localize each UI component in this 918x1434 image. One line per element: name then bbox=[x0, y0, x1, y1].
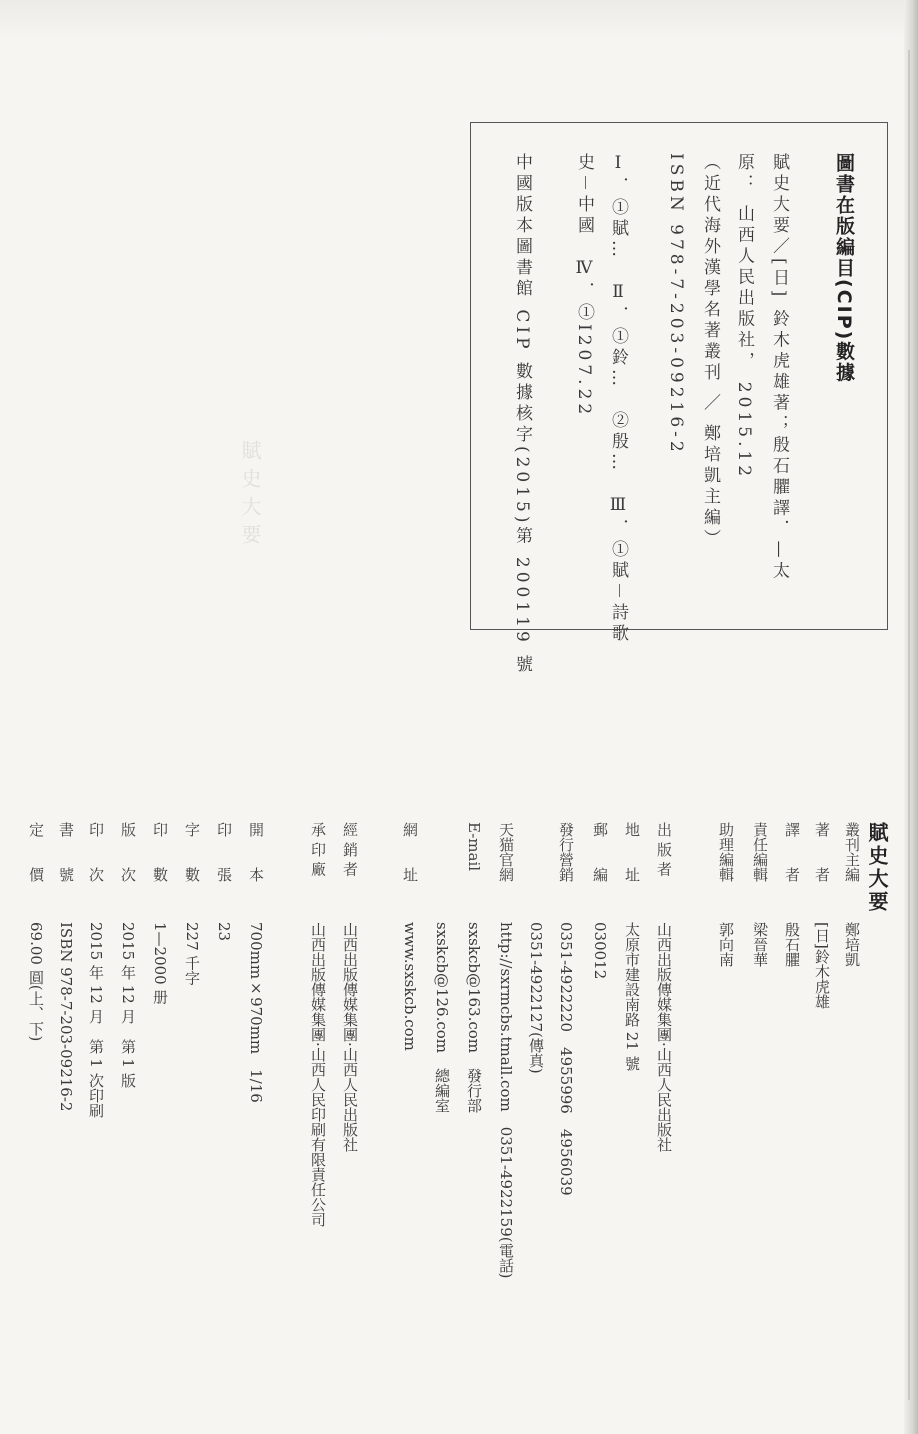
colophon-label: 郵 編 bbox=[591, 822, 609, 882]
colophon-label: 定 價 bbox=[27, 822, 45, 882]
colophon-label: 字 數 bbox=[183, 822, 201, 882]
cip-line-2: 原： 山西人民出版社， 2015.12 bbox=[734, 153, 754, 481]
colophon-value: 030012 bbox=[591, 922, 609, 980]
colophon-value: 23 bbox=[215, 922, 233, 942]
colophon-value: 2015 年 12 月 第 1 次印刷 bbox=[87, 922, 105, 1118]
colophon-value: 山西出版傳媒集團·山西人民出版社 bbox=[341, 922, 359, 1152]
colophon-label: 著 者 bbox=[813, 822, 831, 882]
colophon-value: ISBN 978-7-203-09216-2 bbox=[57, 922, 75, 1112]
colophon-label: 書 號 bbox=[57, 822, 75, 882]
colophon-value: sxskcb@163.com 發行部 bbox=[465, 922, 483, 1114]
cip-classification-2: 史－中國 Ⅳ．①I207.22 bbox=[574, 153, 594, 419]
colophon-label: 出 版 者 bbox=[655, 822, 673, 877]
scan-top-shade bbox=[0, 0, 918, 40]
colophon-label: 叢刊主編 bbox=[843, 822, 861, 882]
cip-isbn: ISBN 978-7-203-09216-2 bbox=[666, 153, 686, 456]
colophon-value: 700mm×970mm 1/16 bbox=[247, 922, 265, 1103]
colophon-label: 譯 者 bbox=[783, 822, 801, 882]
colophon-value: 69.00 圓(上、下) bbox=[27, 922, 45, 1042]
colophon-label: 責任編輯 bbox=[751, 822, 769, 882]
colophon-value: 0351-4922127(傳真) bbox=[527, 922, 545, 1074]
colophon-label: 發行營銷 bbox=[557, 822, 575, 882]
colophon-label: 網 址 bbox=[401, 822, 419, 882]
colophon-value: 郭向南 bbox=[717, 922, 735, 967]
colophon-value: 山西出版傳媒集團·山西人民出版社 bbox=[655, 922, 673, 1152]
colophon-value: [日]鈴木虎雄 bbox=[813, 922, 831, 1009]
colophon-label: 開 本 bbox=[247, 822, 265, 882]
colophon-value: 太原市建設南路 21 號 bbox=[623, 922, 641, 1071]
colophon-value: 227 千字 bbox=[183, 922, 201, 986]
colophon-label: 助理編輯 bbox=[717, 822, 735, 882]
colophon-value: 1—2000 册 bbox=[151, 922, 169, 1005]
colophon-label: 地 址 bbox=[623, 822, 641, 882]
cip-data-box bbox=[470, 122, 888, 677]
colophon-value: 2015 年 12 月 第 1 版 bbox=[119, 922, 137, 1088]
colophon-label: 版 次 bbox=[119, 822, 137, 882]
colophon-value: www.sxskcb.com bbox=[401, 922, 419, 1051]
colophon-label: 印 次 bbox=[87, 822, 105, 882]
cip-title: 圖書在版編目(CIP)數據 bbox=[833, 153, 855, 384]
colophon-value: 0351-4922220 4955996 4956039 bbox=[557, 922, 575, 1196]
colophon-label: 天猫官網 bbox=[497, 822, 515, 882]
colophon-label: 經 銷 者 bbox=[341, 822, 359, 877]
page-edge bbox=[904, 0, 918, 1434]
cip-line-3: （近代海外漢學名著叢刊 ／ 鄭培凱主編） bbox=[700, 153, 720, 550]
colophon-label: 印 數 bbox=[151, 822, 169, 882]
colophon-value: 鄭培凱 bbox=[843, 922, 861, 967]
cip-classification-1: Ⅰ．①賦… Ⅱ．①鈴… ②殷… Ⅲ．①賦－詩歌 bbox=[608, 153, 628, 645]
colophon-value: 殷石臞 bbox=[783, 922, 801, 967]
colophon-value: 山西出版傳媒集團·山西人民印刷有限責任公司 bbox=[309, 922, 327, 1227]
colophon-label: 印 張 bbox=[215, 822, 233, 882]
bleed-through-text: 賦史大要 bbox=[238, 440, 262, 552]
colophon-value: 梁晉華 bbox=[751, 922, 769, 967]
colophon-label: E-mail bbox=[465, 822, 483, 872]
colophon-value: sxskcb@126.com 總編室 bbox=[433, 922, 451, 1114]
cip-verification: 中國版本圖書館 CIP 數據核字(2015)第 200119 號 bbox=[512, 153, 532, 677]
cip-line-1: 賦史大要／[日] 鈴木虎雄著；殷石臞譯．—太 bbox=[769, 153, 789, 583]
page-edge-shadow bbox=[908, 50, 910, 1400]
colophon-value: http://sxrmcbs.tmall.com 0351-4922159(電話) bbox=[497, 922, 515, 1279]
book-title: 賦史大要 bbox=[865, 822, 889, 914]
colophon-label: 承 印 廠 bbox=[309, 822, 327, 877]
